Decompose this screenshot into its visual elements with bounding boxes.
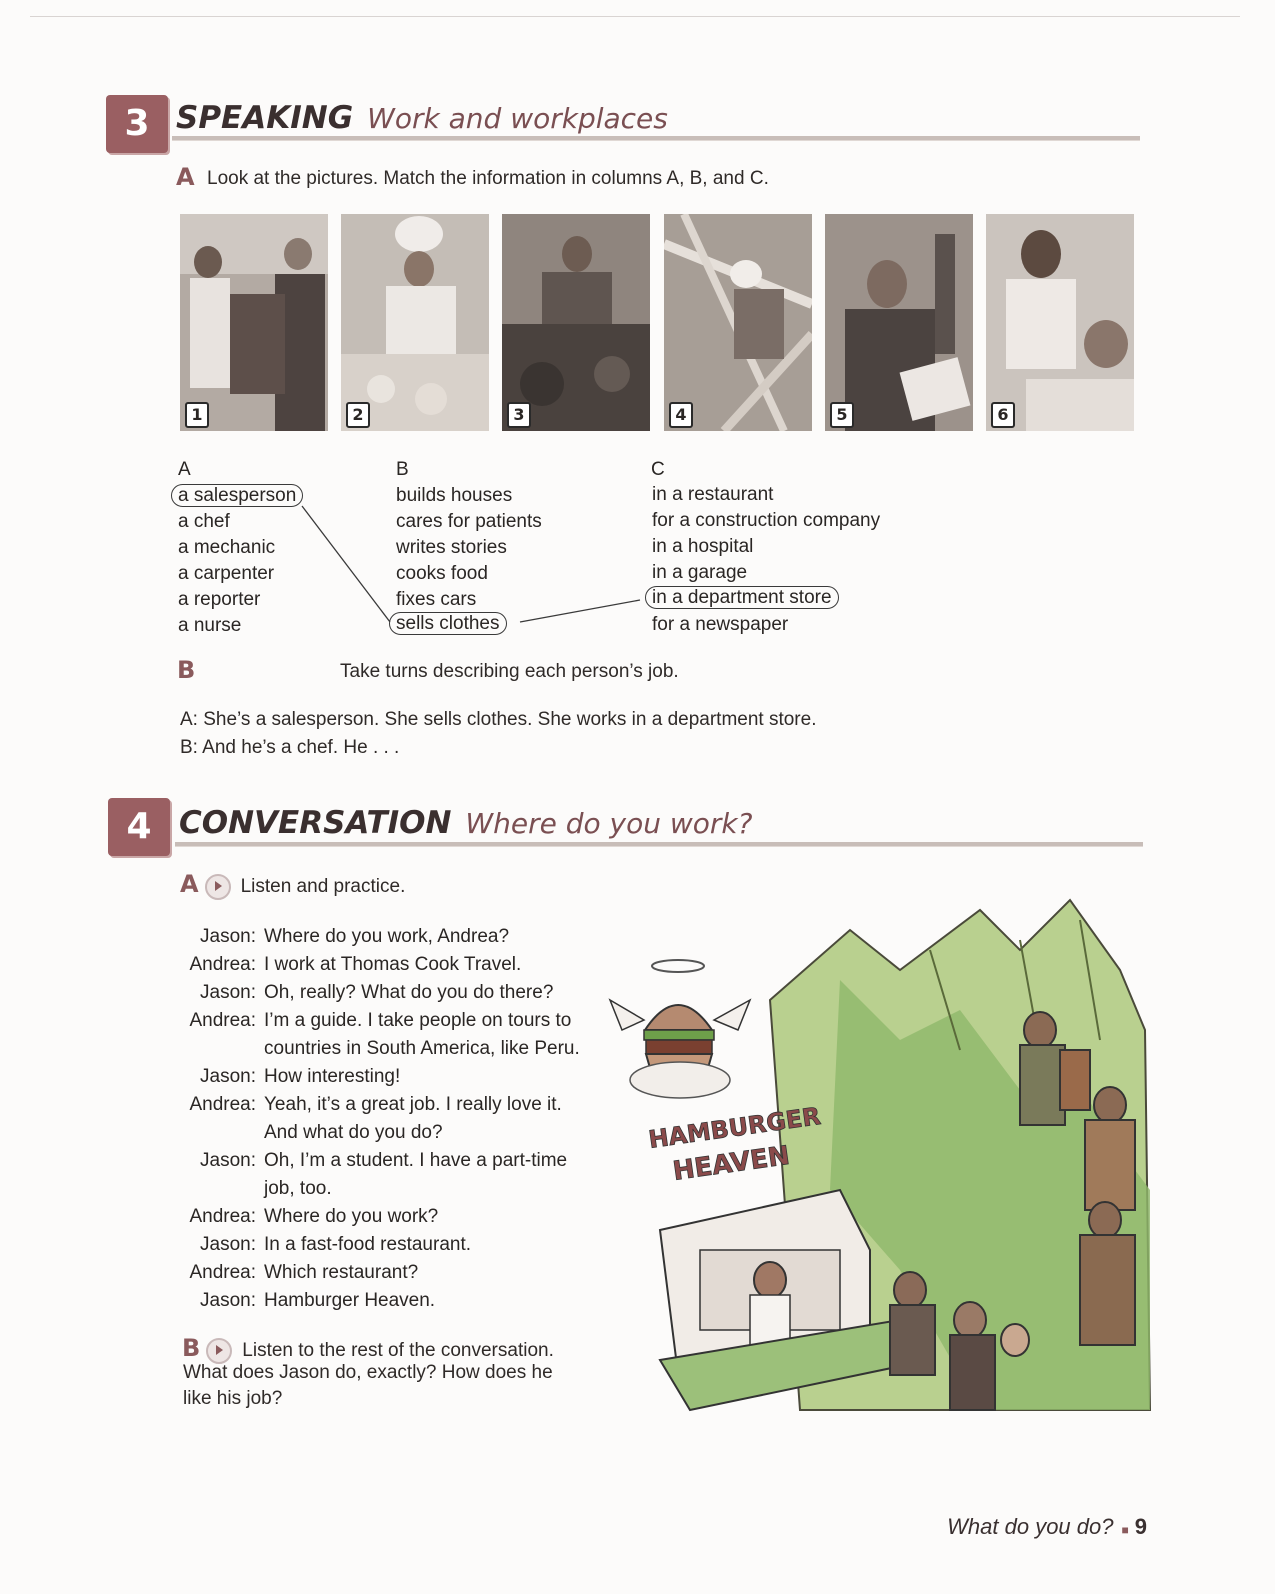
column-b-item[interactable]: writes stories bbox=[396, 537, 507, 558]
section-3-a-letter: A bbox=[176, 163, 195, 191]
hamburger-heaven-illustration bbox=[600, 890, 1160, 1420]
column-b-header: B bbox=[396, 459, 409, 480]
column-c-header: C bbox=[651, 459, 665, 480]
photo-number: 3 bbox=[507, 402, 531, 428]
column-c-item[interactable]: for a newspaper bbox=[652, 614, 789, 635]
column-c-item[interactable]: in a hospital bbox=[652, 536, 754, 557]
sign-line-1: HAMBURGER bbox=[646, 1102, 823, 1154]
column-c-item[interactable]: in a garage bbox=[652, 562, 748, 583]
dialogue-line: Andrea: I work at Thomas Cook Travel. bbox=[189, 954, 522, 975]
column-b-item[interactable]: fixes cars bbox=[396, 589, 477, 610]
section-4-rule bbox=[175, 842, 1143, 847]
match-lines bbox=[0, 0, 1275, 700]
column-a-item[interactable]: a chef bbox=[178, 511, 230, 532]
column-a-item[interactable]: a salesperson bbox=[178, 485, 303, 507]
section-3-b-instruction: Take turns describing each person’s job. bbox=[340, 661, 679, 682]
photo-number: 5 bbox=[830, 402, 854, 428]
section-3-subtitle: Work and workplaces bbox=[367, 102, 668, 135]
column-a-item[interactable]: a reporter bbox=[178, 589, 261, 610]
dialogue-line: Jason: Hamburger Heaven. bbox=[200, 1290, 436, 1311]
photo-number: 2 bbox=[346, 402, 370, 428]
section-3-number: 3 bbox=[106, 95, 168, 153]
section-4-a-letter: A bbox=[180, 870, 199, 898]
section-4-a-row bbox=[180, 870, 405, 900]
audio-play-icon[interactable] bbox=[205, 874, 231, 900]
section-4-b-row bbox=[182, 1334, 554, 1364]
photo-number: 6 bbox=[991, 402, 1015, 428]
dialogue-line: Jason: Where do you work, Andrea? bbox=[200, 926, 510, 947]
section-3-a-instruction: Look at the pictures. Match the information in columns A, B, and C. bbox=[207, 168, 769, 189]
column-a-item[interactable]: a carpenter bbox=[178, 563, 275, 584]
section-4-a-instruction: Listen and practice. bbox=[240, 876, 406, 897]
dialogue-line: And what do you do? bbox=[264, 1122, 443, 1143]
sign-line-2: HEAVEN bbox=[671, 1140, 792, 1187]
column-c-item[interactable]: in a department store bbox=[652, 587, 839, 609]
column-c-item[interactable]: in a restaurant bbox=[652, 484, 774, 505]
dialogue-line: Jason: How interesting! bbox=[200, 1066, 401, 1087]
footer-title: What do you do? bbox=[947, 1514, 1114, 1539]
example-line-a: A: She’s a salesperson. She sells clothes. She works in a department store. bbox=[180, 709, 817, 730]
dialogue-line: Andrea: Yeah, it’s a great job. I really love it. bbox=[189, 1094, 562, 1115]
column-b-item[interactable]: sells clothes bbox=[396, 613, 507, 635]
column-b-item[interactable]: cares for patients bbox=[396, 511, 542, 532]
bullet-icon: ■ bbox=[1121, 1523, 1129, 1537]
dialogue-line: Jason: Oh, I’m a student. I have a part-time bbox=[200, 1150, 568, 1171]
dialogue-line: Jason: Oh, really? What do you do there? bbox=[200, 982, 554, 1003]
example-line-b: B: And he’s a chef. He . . . bbox=[180, 737, 400, 758]
section-4-b-letter: B bbox=[182, 1334, 201, 1362]
column-b-item[interactable]: cooks food bbox=[396, 563, 488, 584]
column-a-item[interactable]: a nurse bbox=[178, 615, 242, 636]
section-4-keyword: CONVERSATION bbox=[179, 805, 452, 841]
page-footer bbox=[947, 1514, 1147, 1540]
column-a-item[interactable]: a mechanic bbox=[178, 537, 276, 558]
column-c-item[interactable]: for a construction company bbox=[652, 510, 881, 531]
dialogue-line: Jason: In a fast-food restaurant. bbox=[200, 1234, 472, 1255]
dialogue-line: Andrea: Which restaurant? bbox=[189, 1262, 419, 1283]
dialogue-line: Andrea: I’m a guide. I take people on tours to bbox=[189, 1010, 572, 1031]
section-3-keyword: SPEAKING bbox=[176, 100, 354, 136]
section-4-number: 4 bbox=[108, 798, 170, 856]
hamburger-icon bbox=[610, 1000, 750, 1068]
dialogue-line: countries in South America, like Peru. bbox=[264, 1038, 580, 1059]
section-4-title bbox=[179, 805, 753, 841]
section-4-b-line1: Listen to the rest of the conversation. bbox=[242, 1340, 554, 1361]
section-3-b-letter: B bbox=[177, 656, 196, 684]
column-a-header: A bbox=[178, 459, 191, 480]
audio-play-icon[interactable] bbox=[206, 1338, 232, 1364]
column-b-item[interactable]: builds houses bbox=[396, 485, 513, 506]
photo-number: 4 bbox=[669, 402, 693, 428]
dialogue-line: job, too. bbox=[264, 1178, 332, 1199]
photo-number: 1 bbox=[185, 402, 209, 428]
section-4-b-line3: like his job? bbox=[183, 1388, 283, 1409]
section-4-b-line2: What does Jason do, exactly? How does he bbox=[183, 1362, 553, 1383]
section-4-subtitle: Where do you work? bbox=[465, 807, 753, 840]
page-number: 9 bbox=[1134, 1514, 1147, 1539]
dialogue-line: Andrea: Where do you work? bbox=[189, 1206, 439, 1227]
